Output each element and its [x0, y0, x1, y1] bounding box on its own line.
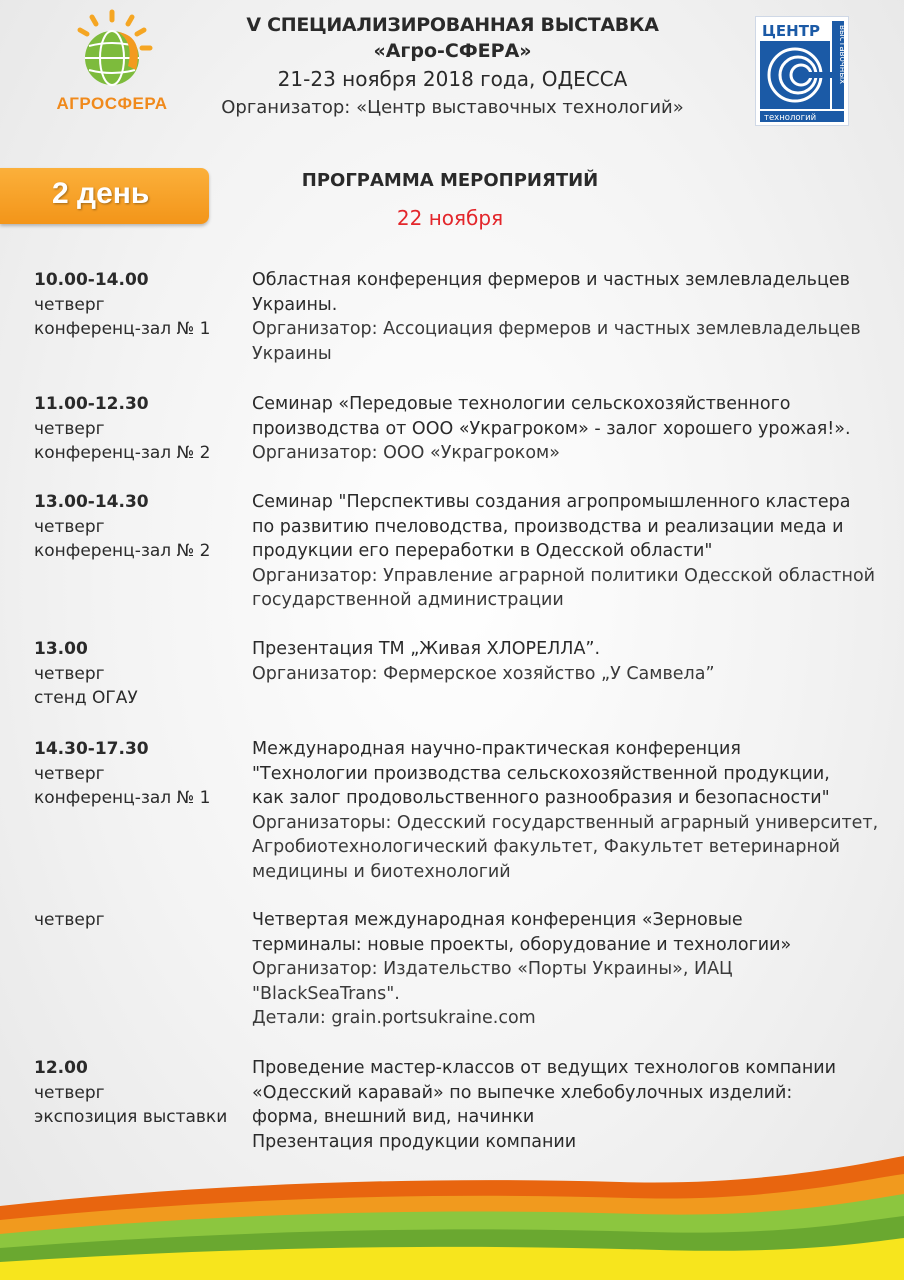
spiral-logo-icon: [756, 17, 848, 125]
event-day: четверг: [34, 418, 105, 439]
event-day: четверг: [34, 910, 105, 930]
day-badge-label: 2 день: [52, 177, 150, 210]
program-title: ПРОГРАММА МЕРОПРИЯТИЙ: [301, 170, 599, 191]
event-title-line: Проведение мастер-классов от ведущих технологов компании: [252, 1058, 837, 1078]
day-badge: [0, 168, 209, 224]
event-time: 11.00-12.30: [34, 394, 149, 414]
event-day: четверг: [34, 1082, 105, 1103]
event-day: четверг: [34, 516, 105, 537]
event-place: конференц-зал № 1: [34, 788, 211, 808]
event-place: экспозиция выставки: [34, 1107, 228, 1127]
event-time: 12.00: [34, 1058, 88, 1078]
event-day: четверг: [34, 294, 105, 315]
event-title-line: терминалы: новые проекты, оборудование и технологии»: [252, 934, 792, 955]
event-title-line: Областная конференция фермеров и частных землевладельцев: [252, 270, 850, 290]
event-title-line: производства от ООО «Укрaгроком» - залог хорошего урожая!».: [252, 418, 851, 439]
header-line-2: «Агро-СФЕРА»: [373, 40, 532, 62]
event-title-line: Презентация продукции компании: [252, 1131, 577, 1152]
header-line-1: V СПЕЦИАЛИЗИРОВАННАЯ ВЫСТАВКА: [246, 14, 659, 36]
event-details: [252, 268, 892, 366]
event-details: [252, 737, 892, 884]
event-organizer-line: "BlackSeaTrans".: [252, 983, 400, 1004]
event-title-line: "Технологии производства сельскохозяйственной продукции,: [252, 763, 830, 784]
event-place: конференц-зал № 2: [34, 541, 211, 561]
program-date: 22 ноября: [396, 206, 504, 230]
header-dates: 21-23 ноября 2018 года, ОДЕССА: [277, 67, 628, 91]
exhibition-center-logo: [755, 16, 849, 126]
event-place: конференц-зал № 2: [34, 443, 211, 463]
event-organizer-line: Организатор: ООО «Укрaгроком»: [252, 443, 560, 463]
event-title-line: Презентация ТМ „Живая ХЛОРЕЛЛА”.: [252, 639, 601, 659]
event-meta: [34, 908, 244, 933]
event-organizer-line: Организатор: Ассоциация фермеров и частных землевладельцев: [252, 319, 861, 339]
event-details: [252, 392, 892, 466]
event-organizer-line: Организатор: Фермерское хозяйство „У Самвела”: [252, 663, 715, 684]
event-meta: [34, 737, 244, 811]
event-title-line: «Одесский каравай» по выпечке хлебобулочных изделий:: [252, 1082, 793, 1103]
event-organizer-line: Агробиотехнологический факультет, Факультет ветеринарной: [252, 837, 841, 857]
event-time: 14.30-17.30: [34, 739, 149, 759]
event-meta: [34, 392, 244, 466]
event-time: 10.00-14.00: [34, 270, 149, 290]
logo-text-bottom: технологий: [764, 113, 817, 123]
event-title-line: как залог продовольственного разнообразия и безопасности": [252, 788, 830, 808]
event-organizer-line: Организаторы: Одесский государственный аграрный университет,: [252, 812, 879, 833]
event-details: [252, 637, 892, 686]
logo-text-top: ЦЕНТР: [762, 22, 820, 40]
event-organizer-line: Детали: grain.portsukraine.com: [252, 1008, 536, 1028]
event-day: четверг: [34, 763, 105, 784]
event-details: [252, 490, 892, 613]
event-time: 13.00-14.30: [34, 492, 149, 512]
exhibition-header: [215, 12, 690, 122]
event-details: [252, 1056, 892, 1154]
event-title-line: Четвертая международная конференция «Зерновые: [252, 910, 743, 930]
event-organizer-line: Организатор: Управление аграрной политики Одесской областной: [252, 565, 876, 586]
event-place: стенд ОГАУ: [34, 688, 138, 708]
globe-sun-icon: [70, 8, 154, 92]
agrosfera-wordmark: АГРОСФЕРА: [56, 94, 168, 113]
event-meta: [34, 268, 244, 342]
event-organizer-line: Украины: [252, 343, 332, 364]
event-title-line: Международная научно-практическая конференция: [252, 739, 741, 759]
event-meta: [34, 637, 244, 711]
event-title-line: Семинар "Перспективы создания агропромышленного кластера: [252, 492, 851, 512]
event-organizer-line: государственной администрации: [252, 590, 564, 610]
event-time: 13.00: [34, 639, 88, 659]
event-title-line: по развитию пчеловодства, производства и реализации меда и: [252, 516, 844, 537]
event-title-line: Семинар «Передовые технологии сельскохозяйственного: [252, 394, 791, 414]
event-organizer-line: медицины и биотехнологий: [252, 861, 511, 882]
event-day: четверг: [34, 663, 105, 684]
event-organizer-line: Организатор: Издательство «Порты Украины», ИАЦ: [252, 959, 733, 979]
logo-text-side: выставочных: [837, 25, 847, 85]
event-meta: [34, 490, 244, 564]
event-meta: [34, 1056, 244, 1130]
event-title-line: Украины.: [252, 294, 338, 315]
event-title-line: форма, внешний вид, начинки: [252, 1107, 535, 1127]
header-organizer: Организатор: «Центр выставочных технологий»: [221, 97, 684, 118]
event-title-line: продукции его переработки в Одесской области": [252, 541, 713, 561]
footer-waves: [0, 1150, 904, 1280]
event-details: [252, 908, 892, 1031]
event-place: конференц-зал № 1: [34, 319, 211, 339]
agrosfera-logo: [42, 8, 182, 118]
